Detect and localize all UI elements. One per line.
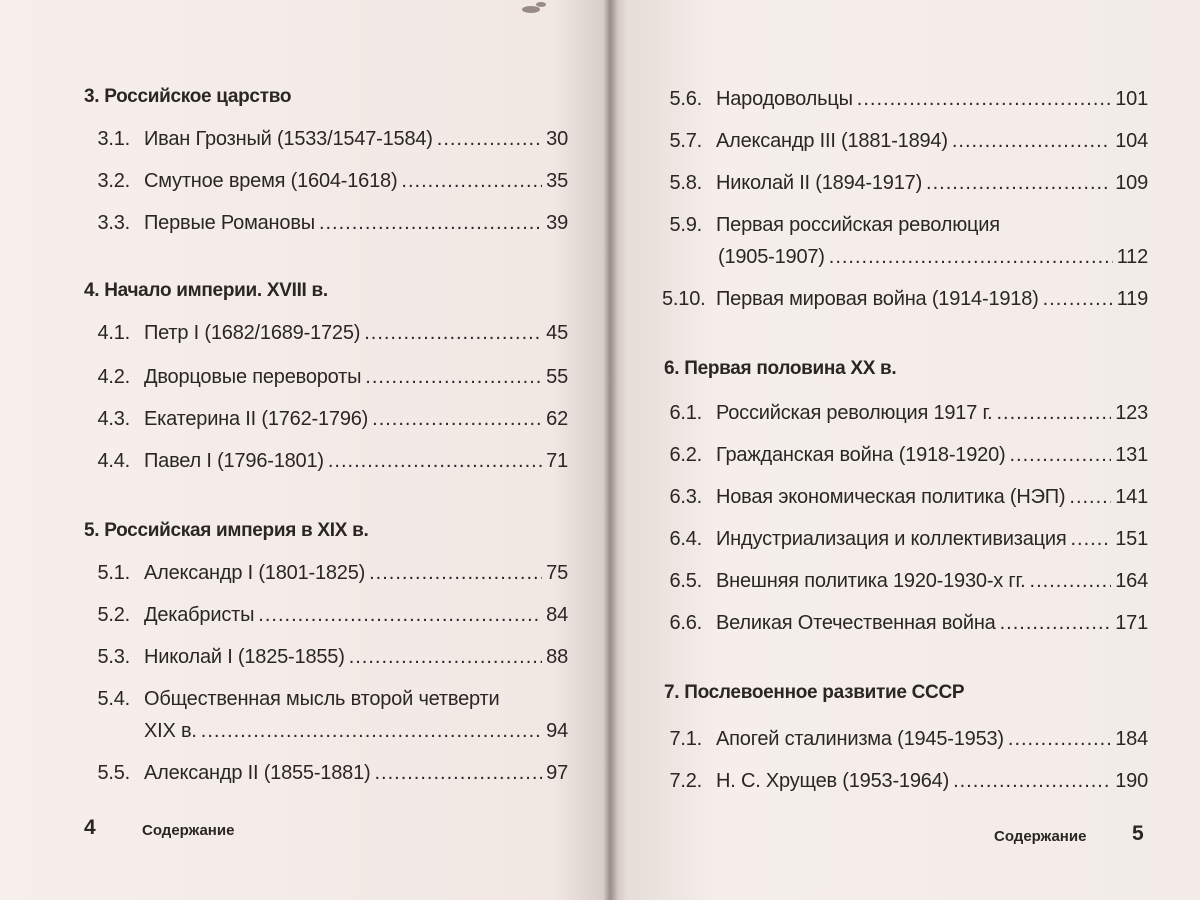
entry-title: Индустриализация и коллективизация bbox=[716, 528, 1067, 550]
leader-dots bbox=[369, 562, 542, 585]
entry-title: Смутное время (1604-1618) bbox=[144, 170, 398, 192]
entry-number: 5.9. bbox=[669, 214, 702, 236]
leader-dots bbox=[953, 770, 1111, 793]
leader-dots bbox=[1008, 728, 1111, 751]
entry-page: 101 bbox=[1115, 88, 1148, 110]
entry-page: 97 bbox=[546, 762, 568, 784]
entry-title: Первая мировая война (1914-1918) bbox=[716, 288, 1039, 310]
section-heading: 3. Российское царство bbox=[84, 86, 292, 107]
toc-entry[interactable] bbox=[96, 170, 568, 202]
leader-dots bbox=[258, 604, 542, 627]
entry-page: 141 bbox=[1115, 486, 1148, 508]
toc-entry[interactable] bbox=[96, 128, 568, 160]
entry-page: 71 bbox=[546, 450, 568, 472]
toc-entry-continuation[interactable] bbox=[144, 720, 568, 752]
entry-number: 6.6. bbox=[669, 612, 702, 634]
entry-title: Александр I (1801-1825) bbox=[144, 562, 366, 584]
entry-title: Иван Грозный (1533/1547-1584) bbox=[144, 128, 433, 150]
entry-page: 184 bbox=[1115, 728, 1148, 750]
entry-title: Российская революция 1917 г. bbox=[716, 402, 993, 424]
section-heading: 6. Первая половина XX в. bbox=[664, 358, 897, 379]
section-heading: 5. Российская империя в XIX в. bbox=[84, 520, 369, 541]
leader-dots bbox=[437, 128, 542, 151]
entry-title: Павел I (1796-1801) bbox=[144, 450, 324, 472]
entry-page: 88 bbox=[546, 646, 568, 668]
entry-number: 5.2. bbox=[97, 604, 130, 626]
entry-title: Н. С. Хрущев (1953-1964) bbox=[716, 770, 950, 792]
leader-dots bbox=[374, 762, 542, 785]
entry-title: Первая российская революция bbox=[716, 214, 1000, 236]
toc-entry[interactable] bbox=[662, 172, 1148, 204]
leader-dots bbox=[372, 408, 542, 431]
leader-dots bbox=[829, 246, 1113, 269]
toc-entry[interactable] bbox=[662, 612, 1148, 644]
entry-number: 5.1. bbox=[97, 562, 130, 584]
entry-title: Народовольцы bbox=[716, 88, 853, 110]
entry-page: 171 bbox=[1115, 612, 1148, 634]
entry-number: 6.2. bbox=[669, 444, 702, 466]
entry-number: 6.1. bbox=[669, 402, 702, 424]
entry-title: Внешняя политика 1920-1930-х гг. bbox=[716, 570, 1026, 592]
entry-number: 6.4. bbox=[669, 528, 702, 550]
toc-entry[interactable] bbox=[96, 646, 568, 678]
toc-entry[interactable] bbox=[96, 762, 568, 794]
leader-dots bbox=[401, 170, 542, 193]
entry-number: 6.3. bbox=[669, 486, 702, 508]
entry-page: 39 bbox=[546, 212, 568, 234]
right-page bbox=[618, 0, 1200, 900]
entry-page: 112 bbox=[1116, 246, 1148, 268]
leader-dots bbox=[926, 172, 1111, 195]
book-spine bbox=[604, 0, 618, 900]
toc-entry[interactable] bbox=[96, 366, 568, 398]
page-number: 4 bbox=[84, 816, 96, 839]
entry-page: 75 bbox=[546, 562, 568, 584]
entry-page: 30 bbox=[546, 128, 568, 150]
toc-entry[interactable] bbox=[96, 322, 568, 354]
toc-entry[interactable] bbox=[96, 450, 568, 482]
entry-number: 3.1. bbox=[97, 128, 130, 150]
entry-number: 5.4. bbox=[97, 688, 130, 710]
entry-page: 190 bbox=[1115, 770, 1148, 792]
entry-title-continuation: (1905-1907) bbox=[718, 246, 825, 268]
entry-page: 45 bbox=[546, 322, 568, 344]
toc-entry[interactable] bbox=[662, 486, 1148, 518]
entry-title: Гражданская война (1918-1920) bbox=[716, 444, 1006, 466]
entry-page: 84 bbox=[546, 604, 568, 626]
entry-title: Николай I (1825-1855) bbox=[144, 646, 345, 668]
toc-entry[interactable] bbox=[662, 88, 1148, 120]
entry-title: Декабристы bbox=[144, 604, 255, 626]
entry-title: Екатерина II (1762-1796) bbox=[144, 408, 369, 430]
leader-dots bbox=[328, 450, 542, 473]
entry-number: 5.10. bbox=[662, 288, 706, 310]
toc-entry[interactable] bbox=[662, 288, 1148, 320]
entry-page: 62 bbox=[546, 408, 568, 430]
toc-entry[interactable] bbox=[662, 214, 1148, 246]
entry-page: 164 bbox=[1115, 570, 1148, 592]
entry-page: 151 bbox=[1115, 528, 1148, 550]
toc-entry[interactable] bbox=[662, 728, 1148, 760]
entry-page: 119 bbox=[1116, 288, 1148, 310]
toc-entry[interactable] bbox=[96, 688, 568, 720]
leader-dots bbox=[1030, 570, 1112, 593]
entry-number: 5.7. bbox=[669, 130, 702, 152]
entry-title: Александр II (1855-1881) bbox=[144, 762, 371, 784]
running-footer: Содержание bbox=[142, 822, 235, 839]
entry-number: 3.3. bbox=[97, 212, 130, 234]
toc-entry[interactable] bbox=[662, 444, 1148, 476]
entry-title: Общественная мысль второй четверти bbox=[144, 688, 500, 710]
entry-page: 109 bbox=[1115, 172, 1148, 194]
entry-page: 55 bbox=[546, 366, 568, 388]
leader-dots bbox=[1000, 612, 1112, 635]
toc-entry[interactable] bbox=[96, 562, 568, 594]
entry-page: 123 bbox=[1115, 402, 1148, 424]
entry-title: Дворцовые перевороты bbox=[144, 366, 362, 388]
entry-title: Первые Романовы bbox=[144, 212, 315, 234]
leader-dots bbox=[1071, 528, 1112, 551]
entry-number: 7.1. bbox=[669, 728, 702, 750]
entry-number: 3.2. bbox=[97, 170, 130, 192]
entry-number: 4.3. bbox=[97, 408, 130, 430]
entry-number: 5.8. bbox=[669, 172, 702, 194]
leader-dots bbox=[201, 720, 542, 743]
entry-title: Александр III (1881-1894) bbox=[716, 130, 948, 152]
entry-title: Николай II (1894-1917) bbox=[716, 172, 923, 194]
entry-title: Петр I (1682/1689-1725) bbox=[144, 322, 361, 344]
entry-page: 35 bbox=[546, 170, 568, 192]
section-heading: 4. Начало империи. XVIII в. bbox=[84, 280, 328, 301]
entry-number: 4.4. bbox=[97, 450, 130, 472]
toc-entry[interactable] bbox=[662, 570, 1148, 602]
entry-number: 5.6. bbox=[669, 88, 702, 110]
leader-dots bbox=[349, 646, 542, 669]
entry-title: Новая экономическая политика (НЭП) bbox=[716, 486, 1066, 508]
toc-entry[interactable] bbox=[96, 408, 568, 440]
entry-number: 6.5. bbox=[669, 570, 702, 592]
leader-dots bbox=[365, 366, 542, 389]
entry-number: 4.2. bbox=[97, 366, 130, 388]
toc-entry[interactable] bbox=[662, 770, 1148, 802]
entry-title: Апогей сталинизма (1945-1953) bbox=[716, 728, 1004, 750]
toc-entry[interactable] bbox=[662, 402, 1148, 434]
entry-number: 5.5. bbox=[97, 762, 130, 784]
leader-dots bbox=[1043, 288, 1113, 311]
leader-dots bbox=[997, 402, 1112, 425]
leader-dots bbox=[364, 322, 542, 345]
entry-title-continuation: XIX в. bbox=[144, 720, 197, 742]
leader-dots bbox=[1009, 444, 1111, 467]
toc-entry[interactable] bbox=[662, 528, 1148, 560]
entry-page: 104 bbox=[1115, 130, 1148, 152]
entry-number: 7.2. bbox=[669, 770, 702, 792]
page-number: 5 bbox=[1132, 822, 1144, 845]
entry-number: 4.1. bbox=[97, 322, 130, 344]
toc-entry[interactable] bbox=[96, 212, 568, 244]
entry-title: Великая Отечественная война bbox=[716, 612, 996, 634]
leader-dots bbox=[319, 212, 542, 235]
toc-entry[interactable] bbox=[662, 130, 1148, 162]
toc-entry-continuation[interactable] bbox=[718, 246, 1148, 278]
leader-dots bbox=[1069, 486, 1111, 509]
entry-page: 131 bbox=[1115, 444, 1148, 466]
entry-page: 94 bbox=[546, 720, 568, 742]
running-footer: Содержание bbox=[994, 828, 1087, 845]
toc-entry[interactable] bbox=[96, 604, 568, 636]
leader-dots bbox=[952, 130, 1111, 153]
section-heading: 7. Послевоенное развитие СССР bbox=[664, 682, 965, 703]
leader-dots bbox=[857, 88, 1111, 111]
entry-number: 5.3. bbox=[97, 646, 130, 668]
